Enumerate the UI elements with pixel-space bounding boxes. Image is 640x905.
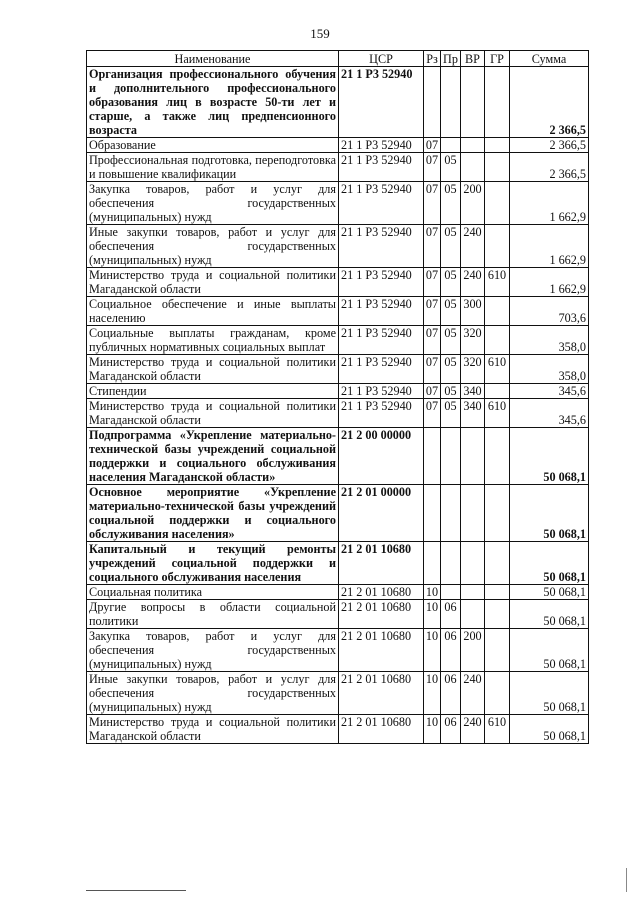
row-pr xyxy=(441,138,461,153)
header-vr: ВР xyxy=(461,51,485,67)
row-rz: 07 xyxy=(424,182,441,225)
row-sum: 50 068,1 xyxy=(510,629,589,672)
row-csr: 21 2 01 10680 xyxy=(339,600,424,629)
row-name: Министерство труда и социальной политики Магаданской области xyxy=(87,399,339,428)
row-sum: 50 068,1 xyxy=(510,485,589,542)
row-gr xyxy=(485,629,510,672)
row-sum: 2 366,5 xyxy=(510,138,589,153)
page-number: 159 xyxy=(310,26,330,41)
table-row xyxy=(87,629,589,672)
row-sum: 358,0 xyxy=(510,326,589,355)
row-rz: 07 xyxy=(424,326,441,355)
header-sum: Сумма xyxy=(510,51,589,67)
header-pr: Пр xyxy=(441,51,461,67)
row-pr: 06 xyxy=(441,715,461,744)
row-sum: 50 068,1 xyxy=(510,600,589,629)
row-csr: 21 1 P3 52940 xyxy=(339,399,424,428)
row-sum: 345,6 xyxy=(510,384,589,399)
header-name: Наименование xyxy=(87,51,339,67)
row-csr: 21 2 01 10680 xyxy=(339,629,424,672)
row-pr: 06 xyxy=(441,629,461,672)
row-sum: 358,0 xyxy=(510,355,589,384)
row-name: Министерство труда и социальной политики Магаданской области xyxy=(87,355,339,384)
table-row xyxy=(87,153,589,182)
row-rz: 10 xyxy=(424,715,441,744)
row-gr xyxy=(485,297,510,326)
row-rz: 07 xyxy=(424,297,441,326)
row-name: Министерство труда и социальной политики Магаданской области xyxy=(87,715,339,744)
row-rz: 07 xyxy=(424,384,441,399)
row-vr xyxy=(461,600,485,629)
row-pr xyxy=(441,428,461,485)
table-row xyxy=(87,297,589,326)
header-gr: ГР xyxy=(485,51,510,67)
row-gr xyxy=(485,428,510,485)
row-vr xyxy=(461,67,485,138)
table-row xyxy=(87,428,589,485)
row-pr: 05 xyxy=(441,399,461,428)
row-pr: 06 xyxy=(441,672,461,715)
row-sum: 703,6 xyxy=(510,297,589,326)
row-rz xyxy=(424,542,441,585)
row-name: Социальные выплаты гражданам, кроме публичных нормативных социальных выплат xyxy=(87,326,339,355)
table-row xyxy=(87,715,589,744)
row-vr: 240 xyxy=(461,715,485,744)
footer-rule xyxy=(86,890,186,891)
row-name: Закупка товаров, работ и услуг для обеспечения государственных (муниципальных) нужд xyxy=(87,182,339,225)
row-gr xyxy=(485,485,510,542)
row-csr: 21 2 01 10680 xyxy=(339,585,424,600)
row-pr: 05 xyxy=(441,384,461,399)
row-rz xyxy=(424,428,441,485)
row-vr xyxy=(461,485,485,542)
scan-edge-mark xyxy=(626,868,627,892)
row-pr: 05 xyxy=(441,297,461,326)
row-gr xyxy=(485,542,510,585)
row-csr: 21 2 01 10680 xyxy=(339,715,424,744)
row-rz: 07 xyxy=(424,268,441,297)
row-gr: 610 xyxy=(485,715,510,744)
row-vr: 240 xyxy=(461,672,485,715)
row-pr: 05 xyxy=(441,225,461,268)
row-vr: 240 xyxy=(461,225,485,268)
table-row xyxy=(87,585,589,600)
table-row xyxy=(87,182,589,225)
header-rz: Рз xyxy=(424,51,441,67)
table-row xyxy=(87,225,589,268)
row-gr xyxy=(485,326,510,355)
row-csr: 21 1 P3 52940 xyxy=(339,182,424,225)
table-row xyxy=(87,672,589,715)
row-rz: 10 xyxy=(424,629,441,672)
row-csr: 21 2 00 00000 xyxy=(339,428,424,485)
row-pr: 05 xyxy=(441,268,461,297)
table-row xyxy=(87,67,589,138)
row-name: Профессиональная подготовка, переподготовка и повышение квалификации xyxy=(87,153,339,182)
row-name: Образование xyxy=(87,138,339,153)
row-pr: 05 xyxy=(441,153,461,182)
row-csr: 21 1 P3 52940 xyxy=(339,326,424,355)
row-sum: 50 068,1 xyxy=(510,428,589,485)
table-row xyxy=(87,268,589,297)
row-gr: 610 xyxy=(485,399,510,428)
row-vr xyxy=(461,428,485,485)
row-pr xyxy=(441,485,461,542)
row-gr xyxy=(485,384,510,399)
row-csr: 21 2 01 00000 xyxy=(339,485,424,542)
row-vr: 320 xyxy=(461,326,485,355)
row-name: Иные закупки товаров, работ и услуг для обеспечения государственных (муниципальных) нужд xyxy=(87,225,339,268)
table-row xyxy=(87,138,589,153)
row-rz: 10 xyxy=(424,600,441,629)
row-csr: 21 1 P3 52940 xyxy=(339,138,424,153)
row-vr: 200 xyxy=(461,629,485,672)
row-name: Закупка товаров, работ и услуг для обеспечения государственных (муниципальных) нужд xyxy=(87,629,339,672)
row-csr: 21 1 P3 52940 xyxy=(339,225,424,268)
row-gr: 610 xyxy=(485,268,510,297)
row-rz: 10 xyxy=(424,585,441,600)
row-csr: 21 2 01 10680 xyxy=(339,542,424,585)
row-csr: 21 1 P3 52940 xyxy=(339,355,424,384)
header-csr: ЦСР xyxy=(339,51,424,67)
row-csr: 21 1 P3 52940 xyxy=(339,153,424,182)
row-sum: 50 068,1 xyxy=(510,715,589,744)
row-vr xyxy=(461,138,485,153)
row-rz: 07 xyxy=(424,138,441,153)
row-csr: 21 1 P3 52940 xyxy=(339,268,424,297)
row-vr: 200 xyxy=(461,182,485,225)
table-header-row xyxy=(87,51,589,67)
row-name: Основное мероприятие «Укрепление материально-технической базы учреждений социальной поддержки и социального обслуживания населения» xyxy=(87,485,339,542)
row-gr: 610 xyxy=(485,355,510,384)
row-vr xyxy=(461,585,485,600)
row-csr: 21 1 P3 52940 xyxy=(339,384,424,399)
row-vr xyxy=(461,542,485,585)
row-name: Иные закупки товаров, работ и услуг для обеспечения государственных (муниципальных) нужд xyxy=(87,672,339,715)
row-csr: 21 2 01 10680 xyxy=(339,672,424,715)
row-gr xyxy=(485,153,510,182)
table-body xyxy=(87,67,589,744)
row-vr: 240 xyxy=(461,268,485,297)
row-rz xyxy=(424,67,441,138)
row-sum: 1 662,9 xyxy=(510,182,589,225)
row-rz: 07 xyxy=(424,153,441,182)
row-pr: 05 xyxy=(441,355,461,384)
row-vr xyxy=(461,153,485,182)
row-rz: 07 xyxy=(424,399,441,428)
row-csr: 21 1 P3 52940 xyxy=(339,297,424,326)
row-rz: 07 xyxy=(424,225,441,268)
row-name: Капитальный и текущий ремонты учреждений социальной поддержки и социального обслуживания населения xyxy=(87,542,339,585)
row-name: Организация профессионального обучения и дополнительного профессионального образования лиц в возрасте 50-ти лет и старше, а также лиц предпенсионного возраста xyxy=(87,67,339,138)
row-rz xyxy=(424,485,441,542)
row-vr: 300 xyxy=(461,297,485,326)
row-vr: 340 xyxy=(461,399,485,428)
row-sum: 1 662,9 xyxy=(510,268,589,297)
row-vr: 320 xyxy=(461,355,485,384)
row-pr xyxy=(441,542,461,585)
row-sum: 1 662,9 xyxy=(510,225,589,268)
table-row xyxy=(87,399,589,428)
row-sum: 2 366,5 xyxy=(510,153,589,182)
table-row xyxy=(87,485,589,542)
table-row xyxy=(87,355,589,384)
row-name: Социальное обеспечение и иные выплаты населению xyxy=(87,297,339,326)
row-csr: 21 1 P3 52940 xyxy=(339,67,424,138)
row-name: Министерство труда и социальной политики Магаданской области xyxy=(87,268,339,297)
row-rz: 10 xyxy=(424,672,441,715)
row-gr xyxy=(485,225,510,268)
table-row xyxy=(87,384,589,399)
row-sum: 50 068,1 xyxy=(510,585,589,600)
row-sum: 50 068,1 xyxy=(510,672,589,715)
row-gr xyxy=(485,67,510,138)
row-pr: 05 xyxy=(441,326,461,355)
row-rz: 07 xyxy=(424,355,441,384)
row-pr xyxy=(441,585,461,600)
row-name: Подпрограмма «Укрепление материально-технической базы учреждений социальной поддержки и социального обслуживания населения Магаданской области» xyxy=(87,428,339,485)
table-row xyxy=(87,600,589,629)
row-pr xyxy=(441,67,461,138)
row-pr: 05 xyxy=(441,182,461,225)
row-sum: 2 366,5 xyxy=(510,67,589,138)
row-sum: 345,6 xyxy=(510,399,589,428)
row-gr xyxy=(485,138,510,153)
row-name: Другие вопросы в области социальной политики xyxy=(87,600,339,629)
row-gr xyxy=(485,672,510,715)
table-row xyxy=(87,542,589,585)
row-gr xyxy=(485,182,510,225)
budget-table xyxy=(86,50,589,744)
row-vr: 340 xyxy=(461,384,485,399)
row-pr: 06 xyxy=(441,600,461,629)
row-gr xyxy=(485,585,510,600)
row-name: Стипендии xyxy=(87,384,339,399)
table-row xyxy=(87,326,589,355)
row-sum: 50 068,1 xyxy=(510,542,589,585)
row-gr xyxy=(485,600,510,629)
row-name: Социальная политика xyxy=(87,585,339,600)
